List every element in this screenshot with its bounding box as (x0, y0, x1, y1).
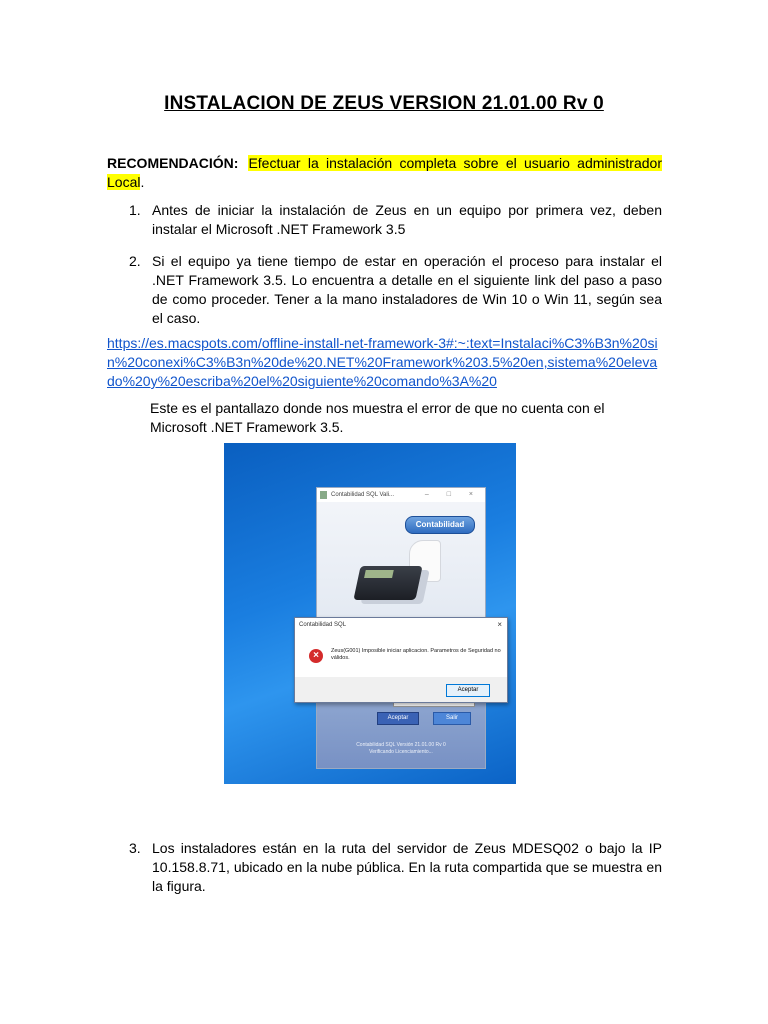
status-text: Verificando Licenciamiento... (369, 749, 433, 755)
step-number: 3. (129, 840, 141, 856)
error-dialog-title: Contabilidad SQL (299, 622, 347, 628)
steps-list-c (107, 839, 662, 896)
error-message: Zeus(G001) Imposible iniciar aplicacion. Parametros de Seguridad no válidos. (331, 648, 501, 661)
error-dialog-footer (295, 677, 507, 702)
error-screenshot (224, 443, 516, 784)
document-title: INSTALACION DE ZEUS VERSION 21.01.00 Rv 0 (164, 93, 604, 114)
version-text: Contabilidad SQL Versión 21.01.00 Rv 0 (356, 742, 446, 748)
step-number: 2. (129, 253, 141, 269)
splash-exit-button: Salir (433, 712, 471, 725)
steps-list-a (107, 201, 662, 239)
app-icon (320, 491, 327, 499)
steps-list-b (107, 252, 662, 328)
calculator-image (353, 566, 422, 600)
step-text: Si el equipo ya tiene tiempo de estar en operación el proceso para instalar el .NET Framework 3.5. Lo encuentra a detalle en el siguiente link del paso a paso de como proceder. Tener a la mano instaladores de Win 10 o Win 11, según sea el caso. (152, 253, 662, 326)
step-text: Los instaladores están en la ruta del servidor de Zeus MDESQ02 o bajo la IP 10.158.8.71, ubicado en la nube pública. En la ruta compartida que se muestra en la figura. (152, 840, 662, 894)
recommendation (107, 154, 662, 192)
recommendation-period: . (140, 174, 145, 190)
recommendation-label: RECOMENDACIÓN: (107, 155, 239, 171)
calculator-display (364, 570, 394, 578)
error-icon: × (309, 649, 323, 663)
framework-guide-link[interactable]: https://es.macspots.com/offline-install-net-framework-3#:~:text=Instalaci%C3%B3n%20sin%20conexi%C3%B3n%20de%20.NET%20Framework%203.5%20en,sistema%20elevado%20y%20escriba%20el%20siguiente%20comando%3A%20 (107, 335, 658, 389)
list-item (107, 839, 662, 896)
window-controls: – □ × (424, 491, 481, 498)
recommendation-text: Efectuar la instalación completa sobre el usuario administrador Local (107, 155, 662, 190)
list-item (107, 252, 662, 328)
version-info (317, 742, 485, 756)
error-dialog-titlebar (295, 618, 507, 632)
step-text: Antes de iniciar la instalación de Zeus en un equipo por primera vez, deben instalar el Microsoft .NET Framework 3.5 (152, 202, 662, 237)
close-icon: × (497, 620, 502, 629)
contabilidad-badge: Contabilidad (405, 516, 475, 534)
screenshot-caption: Este es el pantallazo donde nos muestra el error de que no cuenta con el Microsoft .NET Framework 3.5. (150, 400, 605, 435)
step-number: 1. (129, 202, 141, 218)
error-dialog (294, 617, 508, 703)
splash-accept-button: Aceptar (377, 712, 419, 725)
splash-title: Contabilidad SQL Vali... (331, 492, 395, 498)
error-ok-button: Aceptar (446, 684, 490, 697)
list-item (107, 201, 662, 239)
splash-titlebar (317, 488, 485, 502)
